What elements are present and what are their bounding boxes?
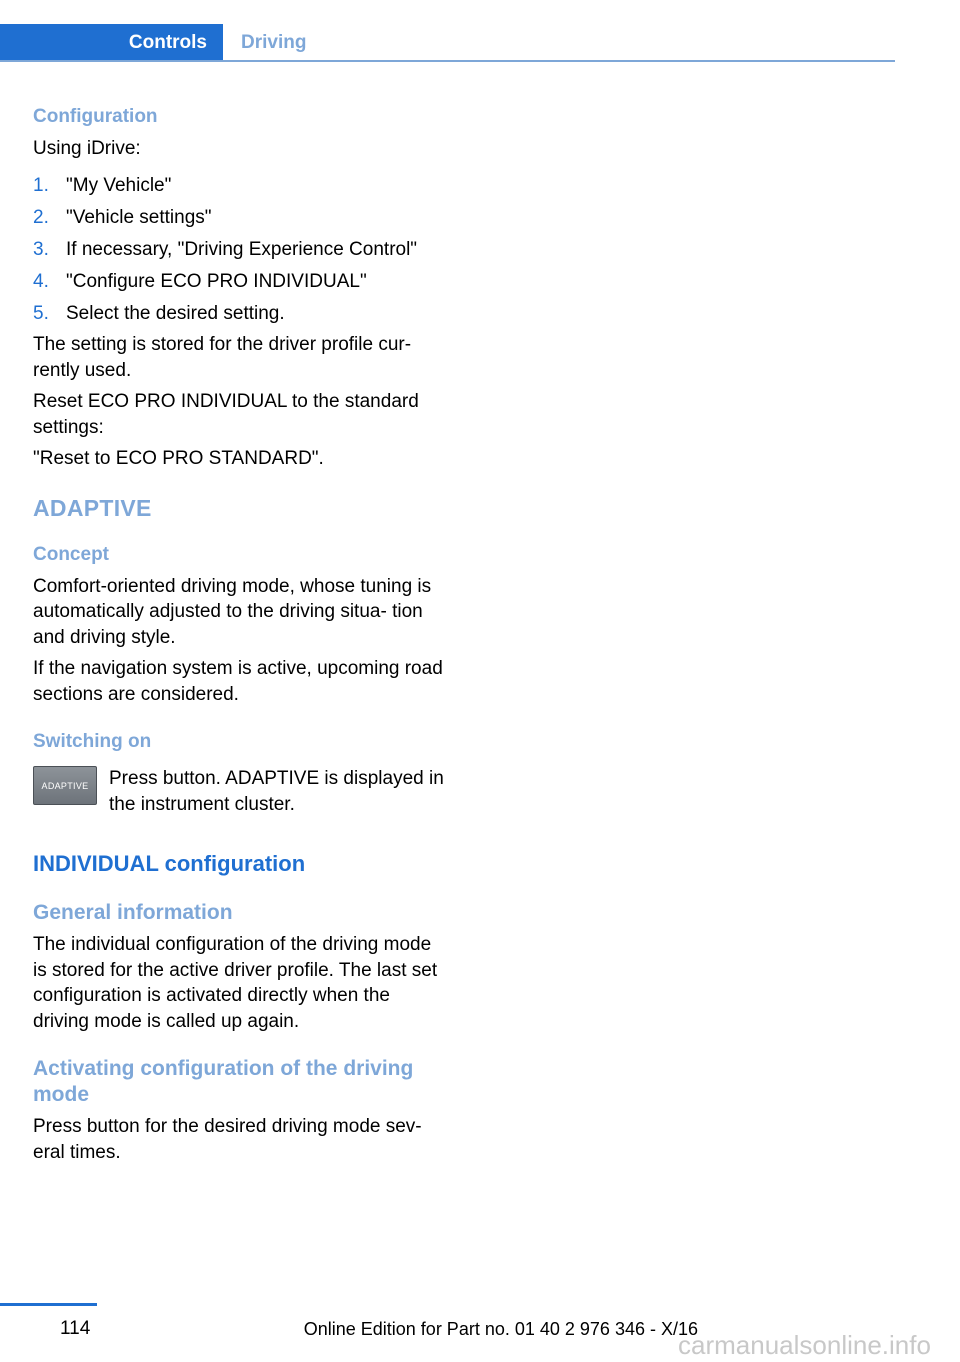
steps-list <box>33 173 448 327</box>
footer-rule <box>0 1303 97 1306</box>
step-text: Select the desired setting. <box>66 302 285 324</box>
navigation-text: If the navigation system is active, upcoming road sections are considered. <box>33 658 443 705</box>
reset-value-text: "Reset to ECO PRO STANDARD". <box>33 448 324 469</box>
configuration-heading: Configuration <box>33 106 158 127</box>
using-idrive-text: Using iDrive: <box>33 138 141 159</box>
activating-configuration-heading: Activating configuration of the driving mode <box>33 1057 414 1106</box>
list-item <box>33 269 448 295</box>
step-number: 1. <box>33 174 49 196</box>
adaptive-heading: ADAPTIVE <box>33 494 152 521</box>
general-information-heading: General information <box>33 901 233 924</box>
individual-configuration-heading: INDIVIDUAL configuration <box>33 851 306 876</box>
switching-on-row <box>33 766 448 817</box>
switching-on-text: Press button. ADAPTIVE is displayed in the instrument cluster. <box>109 768 444 815</box>
page-number: 114 <box>60 1318 91 1339</box>
watermark: carmanualsonline.info <box>678 1330 931 1360</box>
general-information-text: The individual configuration of the driving mode is stored for the active driver profile. The last set configuration is activated directly when the driving mode is called up again. <box>33 934 438 1032</box>
reset-intro-text: Reset ECO PRO INDIVIDUAL to the standard settings: <box>33 391 419 438</box>
list-item <box>33 205 448 231</box>
stored-text: The setting is stored for the driver profile cur‐ rently used. <box>33 334 412 381</box>
activating-configuration-text: Press button for the desired driving mode sev‐ eral times. <box>33 1116 422 1163</box>
concept-heading: Concept <box>33 543 109 565</box>
header-rule <box>0 60 895 62</box>
main-content <box>33 104 448 1165</box>
list-item <box>33 237 448 263</box>
step-text: "Vehicle settings" <box>66 206 212 228</box>
step-number: 3. <box>33 238 49 260</box>
concept-text: Comfort-oriented driving mode, whose tuning is automatically adjusted to the driving situa‐ tion and driving style. <box>33 575 432 648</box>
step-text: "My Vehicle" <box>66 174 172 196</box>
step-text: If necessary, "Driving Experience Control" <box>66 238 418 260</box>
switching-on-heading: Switching on <box>33 731 152 752</box>
step-number: 5. <box>33 302 49 324</box>
tab-controls[interactable]: Controls <box>0 24 223 62</box>
step-number: 2. <box>33 206 49 228</box>
list-item <box>33 173 448 199</box>
adaptive-button-image: ADAPTIVE <box>33 766 97 805</box>
header-tabs <box>0 24 895 62</box>
step-text: "Configure ECO PRO INDIVIDUAL" <box>66 270 367 292</box>
step-number: 4. <box>33 270 49 292</box>
list-item <box>33 301 448 327</box>
tab-driving[interactable]: Driving <box>241 32 307 53</box>
edition-text: Online Edition for Part no. 01 40 2 976 346 - X/16 <box>303 1319 698 1339</box>
